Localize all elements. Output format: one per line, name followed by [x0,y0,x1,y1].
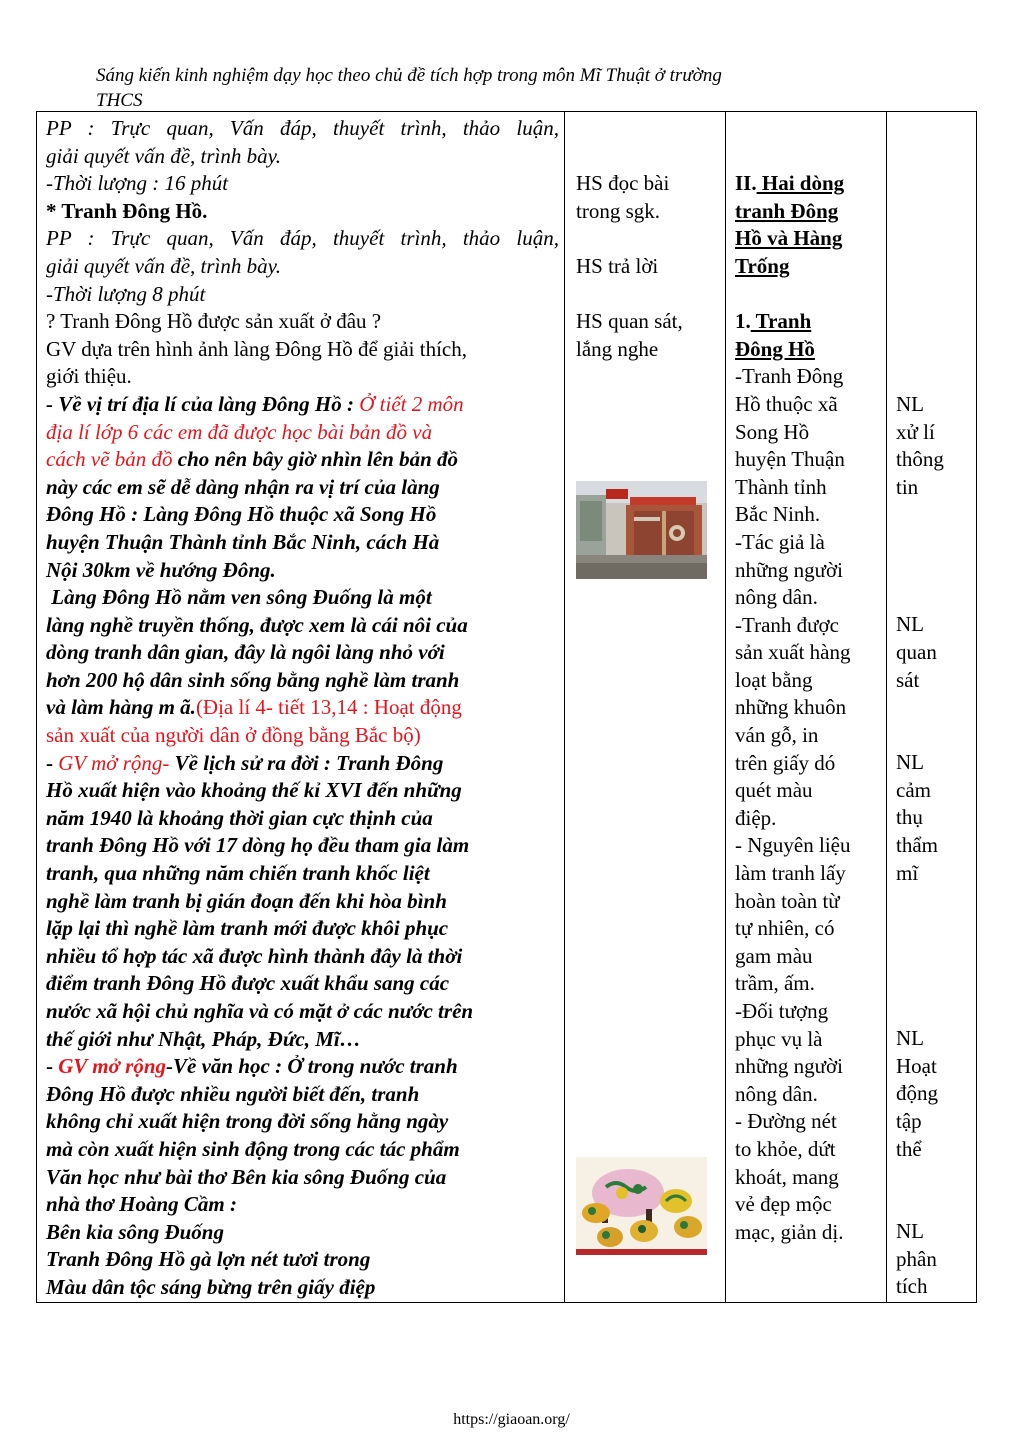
village-gate-photo [576,481,707,579]
content-line: hoàn toàn từ [735,888,840,913]
method-line: giải quyết vấn đề, trình bày. [46,253,282,278]
content-line: mạc, giản dị. [735,1219,844,1244]
student-activity-cell [565,112,726,1303]
competency-line: tích [896,1274,928,1299]
content-line: ván gỗ, in [735,723,819,748]
competency-line: quan [896,639,937,664]
village-paragraph-line: hơn 200 hộ dân sinh sống bằng nghề làm tranh [46,667,460,692]
content-cell [726,112,887,1303]
history-paragraph-line: Hồ xuất hiện vào khoảng thế kỉ XVI đến những [46,778,462,803]
competency-line: Hoạt [896,1053,937,1078]
method-line: PP : Trực quan, Vấn đáp, thuyết trình, thảo luận, [46,226,559,251]
content-line: gam màu [735,943,813,968]
history-paragraph-line: thế giới như Nhật, Pháp, Đức, Mĩ… [46,1026,361,1051]
table-row [37,112,977,1303]
section-heading: tranh Đông [735,198,839,223]
competency-line: NL [896,392,924,416]
footer-url: https://giaoan.org/ [453,1411,570,1428]
competency-line: phân [896,1246,937,1271]
content-line: trên giấy dó [735,750,836,775]
competency-cell [887,112,977,1303]
content-line: huyện Thuận [735,447,845,472]
content-line: khoát, mang [735,1164,839,1189]
location-paragraph-line [46,446,559,474]
content-line: Hồ thuộc xã [735,391,838,416]
poem-line: Màu dân tộc sáng bừng trên giấy điệp [46,1274,376,1299]
content-line: quét màu [735,778,813,803]
duration-line: -Thời lượng 8 phút [46,281,206,306]
content-line: tự nhiên, có [735,916,835,941]
poem-line: Tranh Đông Hồ gà lợn nét tươi trong [46,1247,371,1272]
heading-text: Hai dòng [756,171,845,196]
section-heading: Hồ và Hàng [735,226,843,251]
competency-line: thụ [896,805,923,830]
history-paragraph-line: điểm tranh Đông Hồ được xuất khẩu sang các [46,971,450,996]
content-line: - Nguyên liệu [735,833,851,858]
section-heading: Trống [735,253,790,278]
location-paragraph-line: Đông Hồ : Làng Đông Hồ thuộc xã Song Hồ [46,502,437,527]
dash: - [46,1054,59,1079]
history-paragraph-line: nghề làm tranh bị gián đoạn đến khi hòa bình [46,888,447,913]
geo-reference: sản xuất của người dân ở đồng bằng Bắc bộ) [46,723,421,748]
poem-line: Bên kia sông Đuống [46,1219,224,1244]
history-paragraph-line: tranh, qua những năm chiến tranh khốc liệt [46,861,430,886]
question-line: ? Tranh Đông Hồ được sản xuất ở đâu ? [46,309,382,334]
village-text: và làm hàng m ã. [46,695,196,720]
village-paragraph-line: làng nghề truyền thống, được xem là cái nôi của [46,612,468,637]
method-line: PP : Trực quan, Vấn đáp, thuyết trình, thảo luận, [46,116,559,140]
village-paragraph-line [46,694,559,722]
subsection-number: 1. [735,309,751,334]
competency-line: sát [896,667,920,692]
teacher-note: giới thiệu. [46,364,132,389]
competency-line: xử lí [896,419,935,444]
student-note: lắng nghe [576,336,659,361]
geo-reference: (Địa lí 4- tiết 13,14 : Hoạt động [195,695,462,720]
location-paragraph-line [46,391,559,419]
competency-line: tập [896,1108,922,1133]
literature-paragraph-line [46,1053,559,1081]
content-line: Bắc Ninh. [735,502,821,527]
student-note: trong sgk. [576,198,660,223]
competency-group [896,1025,972,1163]
competency-group [896,611,972,694]
location-paragraph-line: này các em sẽ dễ dàng nhận ra vị trí của làng [46,474,440,499]
history-paragraph-line: lặp lại thì nghề làm tranh mới được khôi phục [46,916,449,941]
content-line: to khỏe, dứt [735,1136,836,1161]
competency-group [896,391,972,501]
history-paragraph-line [46,750,559,778]
content-line: loạt bằng [735,667,813,692]
competency-line: NL [896,612,924,637]
teacher-extension-label: GV mở rộng [58,1054,166,1079]
content-line: nông dân. [735,585,818,610]
competency-line: thể [896,1136,922,1161]
competency-group [896,1218,972,1301]
competency-line: thẩm [896,832,938,857]
content-line: sản xuất hàng [735,640,851,665]
history-lead: Về lịch sử ra đời : Tranh Đông [169,750,444,775]
literature-paragraph-line: không chỉ xuất hiện trong đời sống hằng ngày [46,1109,449,1134]
history-paragraph-line: năm 1940 là khoảng thời gian cực thịnh của [46,805,433,830]
literature-paragraph-line: nhà thơ Hoàng Cầm : [46,1192,237,1217]
lesson-table [36,111,977,1303]
location-text: cho nên bây giờ nhìn lên bản đồ [172,447,459,472]
village-paragraph-line: dòng tranh dân gian, đây là ngôi làng nhỏ với [46,640,445,665]
competency-line: động [896,1081,938,1106]
geo-reference: Ở tiết 2 môn [359,391,464,416]
content-line: -Tranh được [735,612,839,637]
section-title: * Tranh Đông Hồ. [46,198,208,223]
content-line: vẻ đẹp mộc [735,1192,832,1217]
geo-reference: cách vẽ bản đồ [46,447,173,472]
dong-ho-pig-painting [576,1157,707,1255]
teacher-extension-label: GV mở rộng- [58,750,170,775]
subsection-heading [735,308,882,336]
content-line: phục vụ là [735,1026,823,1051]
content-line: -Đối tượng [735,999,829,1023]
heading-number: II. [735,171,757,196]
location-paragraph-line: Nội 30km về hướng Đông. [46,557,276,582]
competency-line: thông [896,447,944,472]
content-line: những khuôn [735,695,847,720]
header-line-1: Sáng kiến kinh nghiệm dạy học theo chủ đề tích hợp trong môn Mĩ Thuật ở trường [96,65,722,86]
content-line: những người [735,557,843,582]
competency-line: NL [896,750,924,775]
content-line: Thành tỉnh [735,474,827,499]
content-line: những người [735,1054,843,1079]
content-line: Song Hồ [735,419,810,444]
competency-group [896,749,972,887]
competency-line: NL [896,1026,924,1051]
student-note: HS trả lời [576,253,659,278]
literature-lead: -Về văn học : Ở trong nước tranh [166,1054,458,1079]
content-line: -Tác giả là [735,529,825,554]
content-list [735,363,882,1246]
dash: - [46,750,59,775]
content-line: làm tranh lấy [735,861,846,886]
location-paragraph-line: huyện Thuận Thành tỉnh Bắc Ninh, cách Hà [46,529,440,554]
location-lead: - Về vị trí địa lí của làng Đông Hồ : [46,391,360,416]
competency-line: cảm [896,777,931,802]
competency-line: mĩ [896,860,919,885]
literature-paragraph-line: Đông Hồ được nhiều người biết đến, tranh [46,1081,420,1106]
page-header [96,63,856,113]
header-line-2: THCS [96,90,143,111]
content-line: trầm, ấm. [735,971,815,996]
content-line: nông dân. [735,1081,818,1106]
subsection-text: Tranh [750,309,812,334]
competency-line: NL [896,1219,924,1244]
competency-line: tin [896,474,919,499]
history-paragraph-line: tranh Đông Hồ với 17 dòng họ đều tham gia làm [46,833,470,858]
village-paragraph-line: Làng Đông Hồ nằm ven sông Đuống là một [46,585,432,610]
teacher-note: GV dựa trên hình ảnh làng Đông Hồ để giải thích, [46,336,467,361]
literature-paragraph-line: mà còn xuất hiện sinh động trong các tác phẩm [46,1136,460,1161]
content-line: -Tranh Đông [735,364,844,389]
teacher-activity-cell [37,112,565,1303]
content-line: điệp. [735,805,777,830]
section-heading [735,170,882,198]
student-note: HS quan sát, [576,309,683,334]
duration-line: -Thời lượng : 16 phút [46,171,229,196]
literature-paragraph-line: Văn học như bài thơ Bên kia sông Đuống của [46,1164,447,1189]
student-note: HS đọc bài [576,171,670,196]
geo-reference: địa lí lớp 6 các em đã được học bài bản đồ và [46,419,433,444]
history-paragraph-line: nhiều tổ hợp tác xã được hình thành đây là thời [46,943,463,968]
method-line: giải quyết vấn đề, trình bày. [46,143,282,168]
content-line: - Đường nét [735,1109,837,1134]
subsection-heading: Đông Hồ [735,336,815,361]
history-paragraph-line: nước xã hội chủ nghĩa và có mặt ở các nước trên [46,999,474,1023]
